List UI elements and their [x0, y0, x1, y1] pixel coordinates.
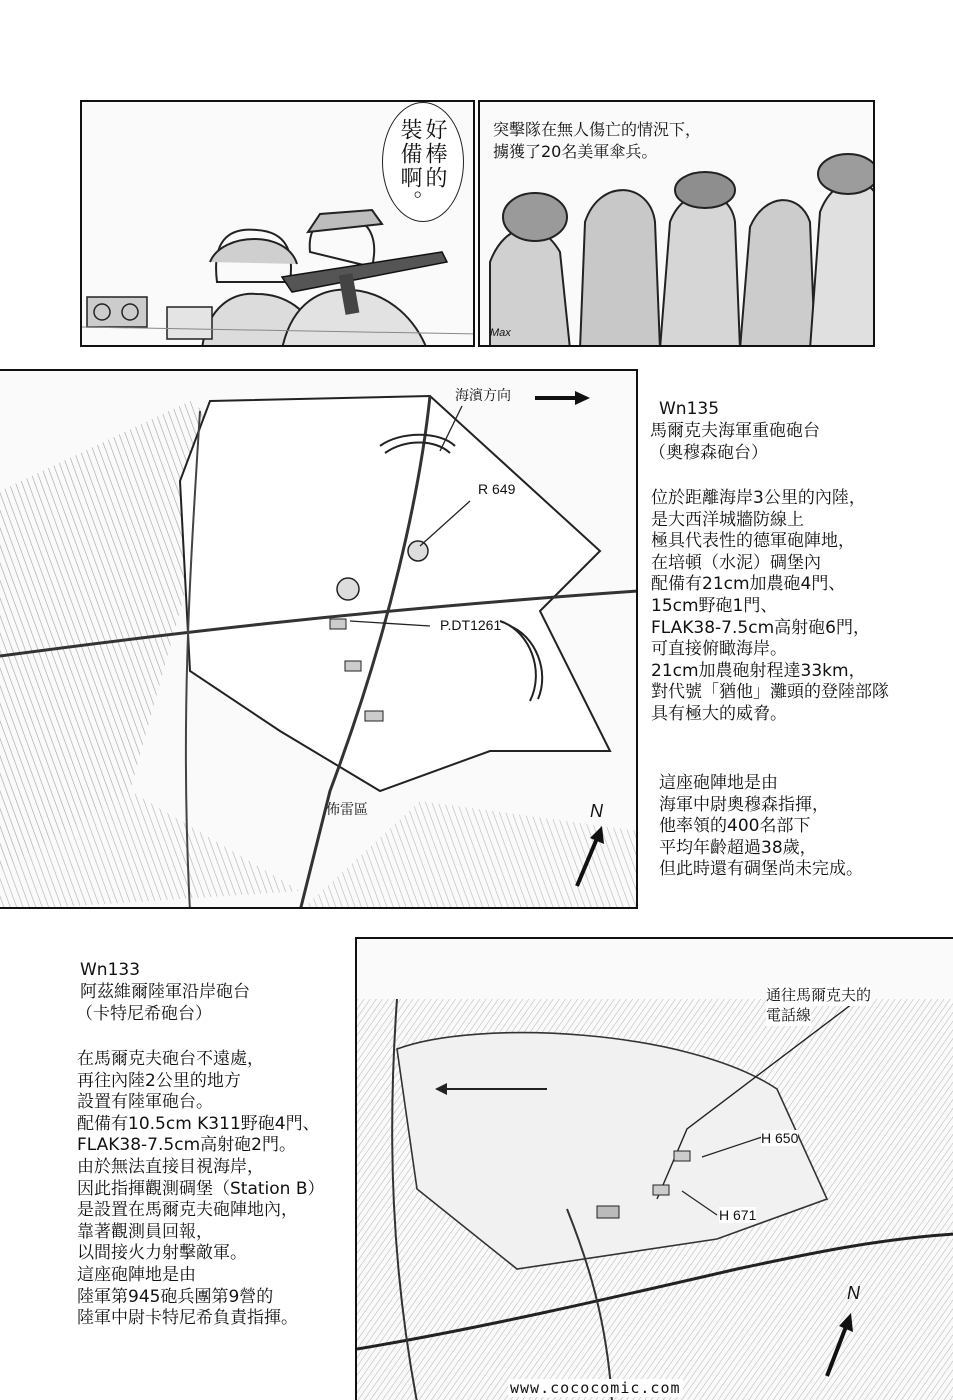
- wn135-command: [659, 773, 863, 881]
- wn135-cmd-line: 但此時還有碉堡尚未完成。: [659, 859, 863, 880]
- wn135-alias: （奧穆森砲台）: [649, 443, 768, 463]
- wn135-line: 21cm加農砲射程達33km，: [651, 660, 866, 681]
- map2-north-label: N: [847, 1283, 860, 1303]
- prisoners-caption-line1: 突擊隊在無人傷亡的情況下，: [493, 120, 702, 139]
- wn133-map-sketch: [357, 939, 953, 1400]
- map2-phone-label-line2: 電話線: [766, 1006, 812, 1024]
- speech-col-2: 裝備啊。: [397, 118, 422, 214]
- wn135-map-sketch: [0, 371, 638, 909]
- wn133-line: FLAK38-7.5cm高射砲2門。: [77, 1135, 296, 1156]
- wn133-line: 在馬爾克夫砲台不遠處，: [77, 1049, 264, 1069]
- panel-prisoners: [478, 100, 875, 347]
- wn135-line: 可直接俯瞰海岸。: [651, 639, 787, 660]
- wn135-line: 是大西洋城牆防線上: [651, 509, 804, 530]
- wn135-description: [651, 488, 889, 726]
- map1-label-r649: R 649: [478, 481, 516, 497]
- wn133-line: 由於無法直接目視海岸，: [77, 1156, 264, 1177]
- wn133-line: 陸軍第945砲兵團第9營的: [77, 1286, 274, 1307]
- map1-direction-label: 海濱方向: [455, 387, 511, 403]
- wn135-cmd-line: 平均年齡超過38歲，: [659, 837, 817, 858]
- wn133-line: 再往內陸2公里的地方: [77, 1070, 241, 1091]
- wn135-code: Wn135: [659, 399, 720, 419]
- map1-label-area: 佈雷區: [326, 801, 368, 817]
- map2-phone-label-line1: 通往馬爾克夫的: [766, 986, 872, 1004]
- wn135-name: 馬爾克夫海軍重砲砲台: [650, 421, 820, 441]
- map2-label-h650: H 650: [761, 1130, 799, 1146]
- watermark: www.cococomic.com: [510, 1379, 681, 1397]
- wn133-line: 這座砲陣地是由: [77, 1264, 196, 1285]
- wn133-description: [77, 1049, 325, 1330]
- wn133-line: 因此指揮觀測碉堡（Station B）: [77, 1178, 325, 1199]
- wn133-code: Wn133: [80, 960, 141, 980]
- wn135-line: 極具代表性的德軍砲陣地，: [651, 531, 855, 552]
- artist-signature: Max: [490, 327, 511, 339]
- speech-col-1: 好棒的: [422, 118, 447, 190]
- wn135-line: 在培頓（水泥）碉堡內: [651, 552, 821, 573]
- map-wn135: [0, 369, 638, 909]
- wn133-name: 阿茲維爾陸軍沿岸砲台: [80, 982, 250, 1002]
- map-wn133: [355, 937, 953, 1400]
- wn135-line: 配備有21cm加農砲4門、: [651, 574, 846, 595]
- map2-label-h671: H 671: [719, 1207, 757, 1223]
- wn133-alias: （卡特尼希砲台）: [76, 1004, 212, 1024]
- wn135-line: 對代號「猶他」灘頭的登陸部隊: [651, 682, 889, 703]
- wn135-cmd-line: 海軍中尉奧穆森指揮，: [659, 794, 829, 815]
- wn135-cmd-line: 他率領的400名部下: [659, 816, 811, 837]
- prisoners-caption-line2: 擄獲了20名美軍傘兵。: [493, 142, 658, 161]
- wn133-line: 靠著觀測員回報，: [77, 1221, 213, 1242]
- wn135-cmd-line: 這座砲陣地是由: [659, 773, 778, 793]
- wn133-line: 以間接火力射擊敵軍。: [77, 1243, 247, 1264]
- wn135-line: 位於距離海岸3公里的內陸，: [651, 488, 866, 508]
- wn133-line: 設置有陸軍砲台。: [77, 1092, 213, 1113]
- wn133-line: 是設置在馬爾克夫砲陣地內，: [77, 1200, 298, 1221]
- wn135-line: 15cm野砲1門、: [651, 595, 778, 616]
- wn135-line: FLAK38-7.5cm高射砲6門，: [651, 617, 870, 638]
- wn133-line: 陸軍中尉卡特尼希負責指揮。: [77, 1308, 298, 1329]
- wn135-line: 具有極大的威脅。: [651, 703, 787, 724]
- wn133-line: 配備有10.5cm K311野砲4門、: [77, 1113, 320, 1134]
- map1-label-pdt: P.DT1261: [440, 617, 502, 633]
- map1-north-label: N: [590, 801, 603, 821]
- panel-soldiers: [80, 100, 475, 347]
